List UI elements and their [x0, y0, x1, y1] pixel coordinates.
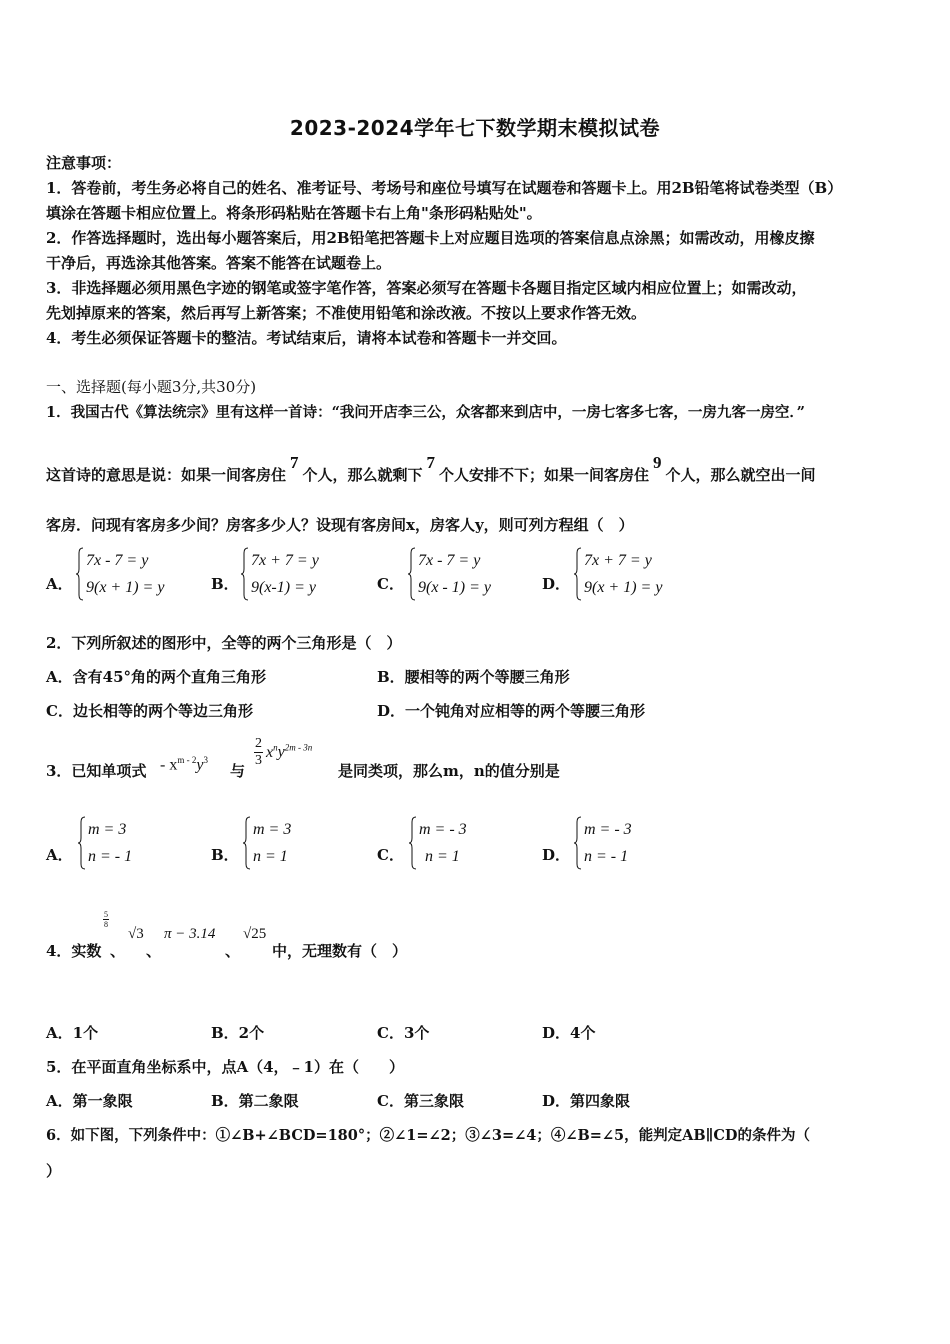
q3-term1-x: - x: [160, 756, 178, 774]
q3-frac-num: 2: [255, 736, 262, 751]
q3-a-eq1: m = 3: [88, 821, 127, 838]
q1-num-9: 9: [653, 453, 662, 472]
notice-line-3: 2．作答选择题时，选出每小题答案后，用2B铅笔把答题卡上对应题目选项的答案信息点涂黑；如需改动，用橡皮擦: [46, 229, 815, 247]
q3-d-eq1: m = - 3: [584, 821, 632, 838]
q4-option-d[interactable]: D．4个: [542, 1024, 596, 1042]
q5-option-a[interactable]: A．第一象限: [46, 1092, 133, 1110]
q1-b-eq1: 7x + 7 = y: [251, 552, 319, 569]
q5-option-c[interactable]: C．第三象限: [377, 1092, 464, 1110]
q3-option-d-label[interactable]: D．: [542, 846, 571, 864]
q3-prefix: 3．已知单项式: [46, 762, 147, 780]
q4-sqrt25: √25: [243, 926, 267, 942]
q3-suffix: 是同类项，那么m，n的值分别是: [338, 762, 560, 780]
q1-d-eq2: 9(x + 1) = y: [584, 579, 663, 596]
brace-icon: [76, 547, 84, 601]
q4-option-c[interactable]: C．3个: [377, 1024, 430, 1042]
q5-option-d[interactable]: D．第四象限: [542, 1092, 631, 1110]
q3-monomial-2: [254, 736, 312, 769]
q1-text-b: 个人，那么就剩下: [302, 466, 423, 484]
q3-term1-y: y: [196, 756, 204, 774]
q1-option-a-label[interactable]: A．: [46, 575, 73, 593]
brace-icon: [243, 816, 251, 870]
q3-term2-x-exp: n: [273, 742, 278, 753]
q4-sqrt3: √3: [128, 926, 144, 942]
q3-term2-y-exp: 2m - 3n: [284, 742, 313, 753]
q4-sep-2: 、: [146, 942, 162, 960]
q1-d-eq1: 7x + 7 = y: [584, 552, 652, 569]
q4-frac-den: 8: [104, 920, 108, 929]
q1-text-d: 个人，那么就空出一间: [665, 466, 816, 484]
q3-frac-den: 3: [255, 753, 262, 768]
q5-stem: 5．在平面直角坐标系中，点A（4，﹣1）在（ ）: [46, 1058, 404, 1076]
q3-option-a-label[interactable]: A．: [46, 846, 73, 864]
brace-icon: [78, 816, 86, 870]
notice-heading: 注意事项：: [46, 154, 122, 172]
q3-a-eq2: n = - 1: [88, 848, 133, 865]
q3-fraction: [254, 736, 263, 769]
q1-option-c-label[interactable]: C．: [377, 575, 404, 593]
q2-option-d[interactable]: D．一个钝角对应相等的两个等腰三角形: [377, 702, 646, 720]
q4-pi-expr: π − 3.14: [164, 926, 216, 942]
q3-term1-x-exp: m - 2: [177, 755, 197, 765]
q3-option-c-label[interactable]: C．: [377, 846, 404, 864]
notice-line-7: 4．考生必须保证答题卡的整洁。考试结束后，请将本试卷和答题卡一并交回。: [46, 329, 567, 347]
q4-option-a[interactable]: A．1个: [46, 1024, 99, 1042]
q4-sep-1: 、: [110, 942, 126, 960]
page-title: 2023-2024学年七下数学期末模拟试卷: [289, 116, 661, 140]
q1-text-c: 个人安排不下；如果一间客房住: [439, 466, 650, 484]
q4-prefix: 4．实数: [46, 942, 102, 960]
notice-line-2: 填涂在答题卡相应位置上。将条形码粘贴在答题卡右上角"条形码粘贴处"。: [46, 204, 542, 222]
notice-line-5: 3．非选择题必须用黑色字迹的钢笔或签字笔作答，答案必须写在答题卡各题目指定区域内相应位置上；如需改动，: [46, 279, 807, 297]
q6-line-2: ）: [46, 1162, 62, 1180]
q1-b-eq2: 9(x-1) = y: [251, 579, 316, 596]
q1-c-eq2: 9(x - 1) = y: [418, 579, 491, 596]
q3-conjunction: 与: [230, 762, 246, 780]
q3-term2-y: y: [277, 743, 285, 761]
q3-c-eq2: n = 1: [425, 848, 460, 865]
q4-frac-num: 5: [104, 910, 108, 919]
notice-line-4: 干净后，再选涂其他答案。答案不能答在试题卷上。: [46, 254, 392, 272]
q1-num-7b: 7: [426, 453, 436, 472]
section-heading: 一、选择题(每小题3分,共30分): [46, 378, 257, 396]
q3-term2-x: x: [266, 743, 274, 761]
q1-num-7a: 7: [290, 453, 299, 472]
q1-option-b-label[interactable]: B．: [211, 575, 239, 593]
q4-suffix: 中，无理数有（ ）: [272, 942, 408, 960]
q1-line-3: 客房．问现有客房多少间？房客多少人？设现有客房间x，房客人y，则可列方程组（ ）: [46, 516, 634, 534]
q1-text-a: 这首诗的意思是说：如果一间客房住: [46, 466, 287, 484]
q3-c-eq1: m = - 3: [419, 821, 467, 838]
q3-option-b-label[interactable]: B．: [211, 846, 239, 864]
q2-option-c[interactable]: C．边长相等的两个等边三角形: [46, 702, 253, 720]
q6-line-1: 6．如下图，下列条件中：①∠B+∠BCD=180°；②∠1=∠2；③∠3=∠4；④∠B=∠5，能判定AB∥CD的条件为（: [46, 1127, 810, 1144]
q1-line-1: 1．我国古代《算法统宗》里有这样一首诗：“我问开店李三公，众客都来到店中，一房七客多七客，一房九客一房空．”: [46, 404, 806, 421]
brace-icon: [408, 547, 416, 601]
q1-a-eq2: 9(x + 1) = y: [86, 579, 165, 596]
notice-line-1: 1．答卷前，考生务必将自己的姓名、准考证号、考场号和座位号填写在试题卷和答题卡上。用2B铅笔将试卷类型（B）: [46, 179, 843, 197]
q2-option-a[interactable]: A．含有45°角的两个直角三角形: [46, 668, 267, 686]
q3-d-eq2: n = - 1: [584, 848, 629, 865]
q3-monomial-1: [160, 755, 208, 774]
q2-stem: 2．下列所叙述的图形中，全等的两个三角形是（ ）: [46, 634, 402, 652]
brace-icon: [241, 547, 249, 601]
q1-line-2: [46, 453, 816, 485]
q1-c-eq1: 7x - 7 = y: [418, 552, 481, 569]
q3-b-eq2: n = 1: [253, 848, 288, 865]
q3-term1-y-exp: 3: [203, 755, 208, 765]
q4-sep-3: 、: [225, 942, 241, 960]
notice-line-6: 先划掉原来的答案，然后再写上新答案；不准使用铅笔和涂改液。不按以上要求作答无效。: [46, 304, 647, 322]
brace-icon: [574, 547, 582, 601]
q4-fraction: [103, 910, 109, 929]
q4-option-b[interactable]: B．2个: [211, 1024, 265, 1042]
brace-icon: [409, 816, 417, 870]
q5-option-b[interactable]: B．第二象限: [211, 1092, 299, 1110]
q1-a-eq1: 7x - 7 = y: [86, 552, 149, 569]
q1-option-d-label[interactable]: D．: [542, 575, 571, 593]
q3-b-eq1: m = 3: [253, 821, 292, 838]
q2-option-b[interactable]: B．腰相等的两个等腰三角形: [377, 668, 570, 686]
brace-icon: [574, 816, 582, 870]
